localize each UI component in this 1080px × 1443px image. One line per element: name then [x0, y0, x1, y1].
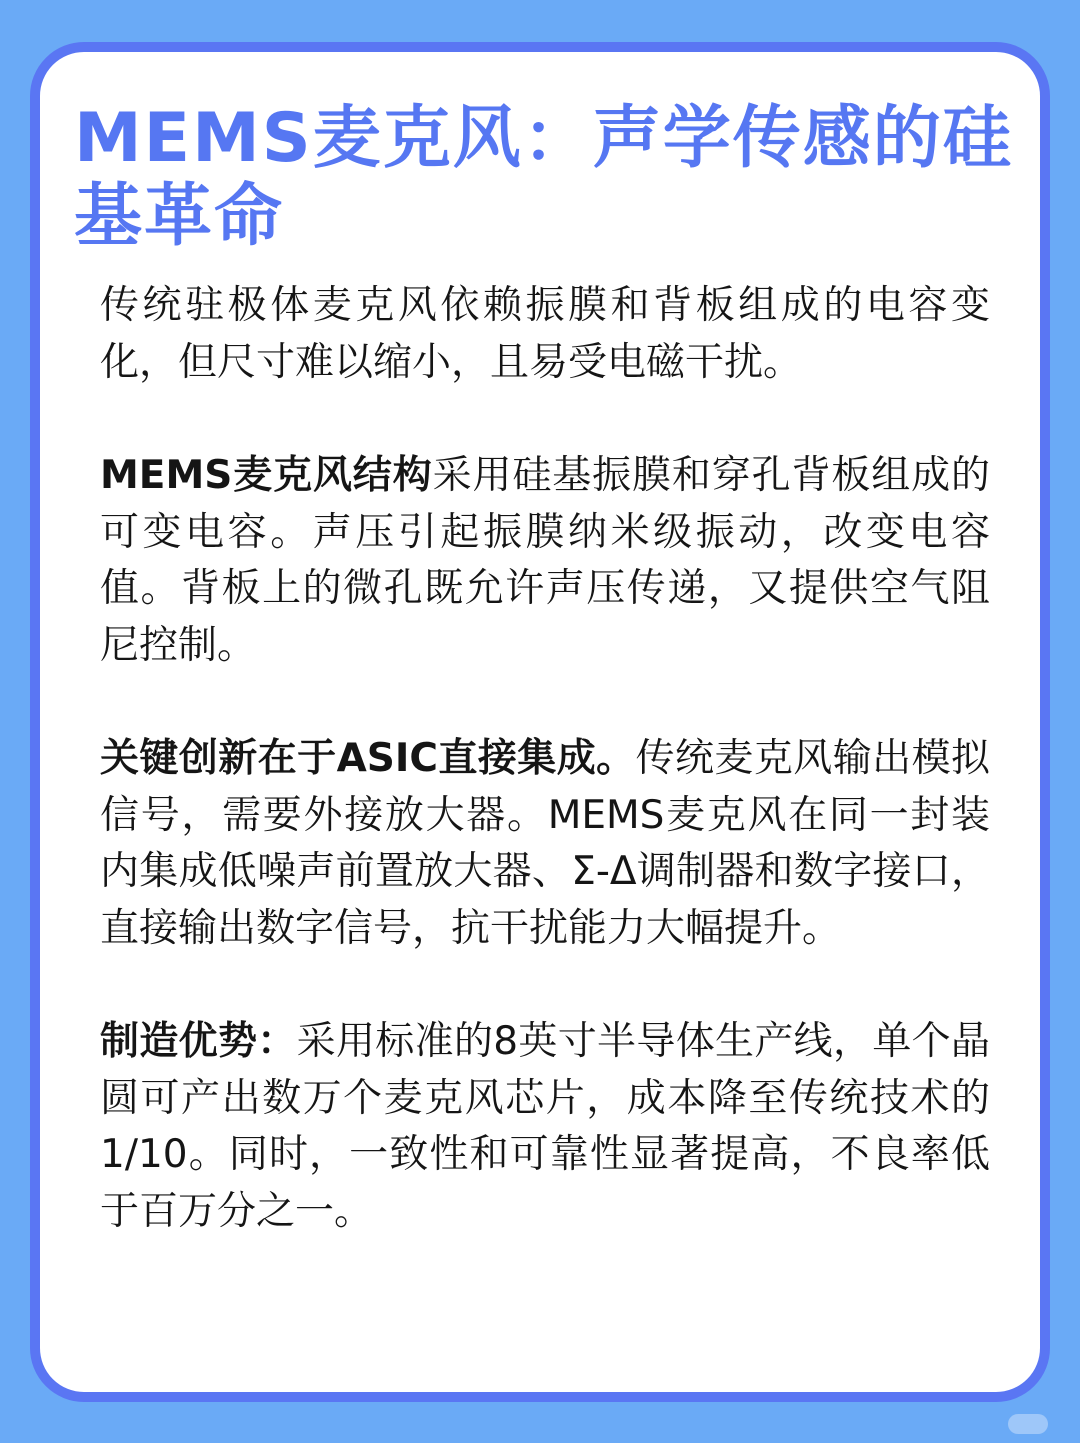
- paragraph-text: 采用标准的8英寸半导体生产线，单个晶圆可产出数万个麦克风芯片，成本降至传统技术的1/10。同时，一致性和可靠性显著提高，不良率低于百万分之一。: [100, 1019, 990, 1234]
- article-body: [100, 278, 990, 1240]
- paragraph-intro: [100, 278, 990, 391]
- paragraph-text: 采用硅基振膜和穿孔背板组成的可变电容。声压引起振膜纳米级振动，改变电容值。背板上的微孔既允许声压传递，又提供空气阻尼控制。: [100, 453, 990, 668]
- page-title: MEMS麦克风：声学传感的硅基革命: [74, 99, 1013, 256]
- paragraph-manufacturing: [100, 1014, 990, 1240]
- paragraph-innovation: [100, 731, 990, 957]
- watermark-badge: [1008, 1414, 1048, 1434]
- paragraph-lead: 关键创新在于ASIC直接集成。: [100, 736, 636, 781]
- content-card: [30, 42, 1050, 1402]
- paragraph-text: 传统麦克风输出模拟信号，需要外接放大器。MEMS麦克风在同一封装内集成低噪声前置放大器、Σ-Δ调制器和数字接口，直接输出数字信号，抗干扰能力大幅提升。: [100, 736, 990, 951]
- paragraph-text: 传统驻极体麦克风依赖振膜和背板组成的电容变化，但尺寸难以缩小，且易受电磁干扰。: [100, 283, 990, 385]
- paragraph-structure: [100, 448, 990, 674]
- paragraph-lead: MEMS麦克风结构: [100, 453, 433, 498]
- paragraph-lead: 制造优势：: [100, 1019, 297, 1064]
